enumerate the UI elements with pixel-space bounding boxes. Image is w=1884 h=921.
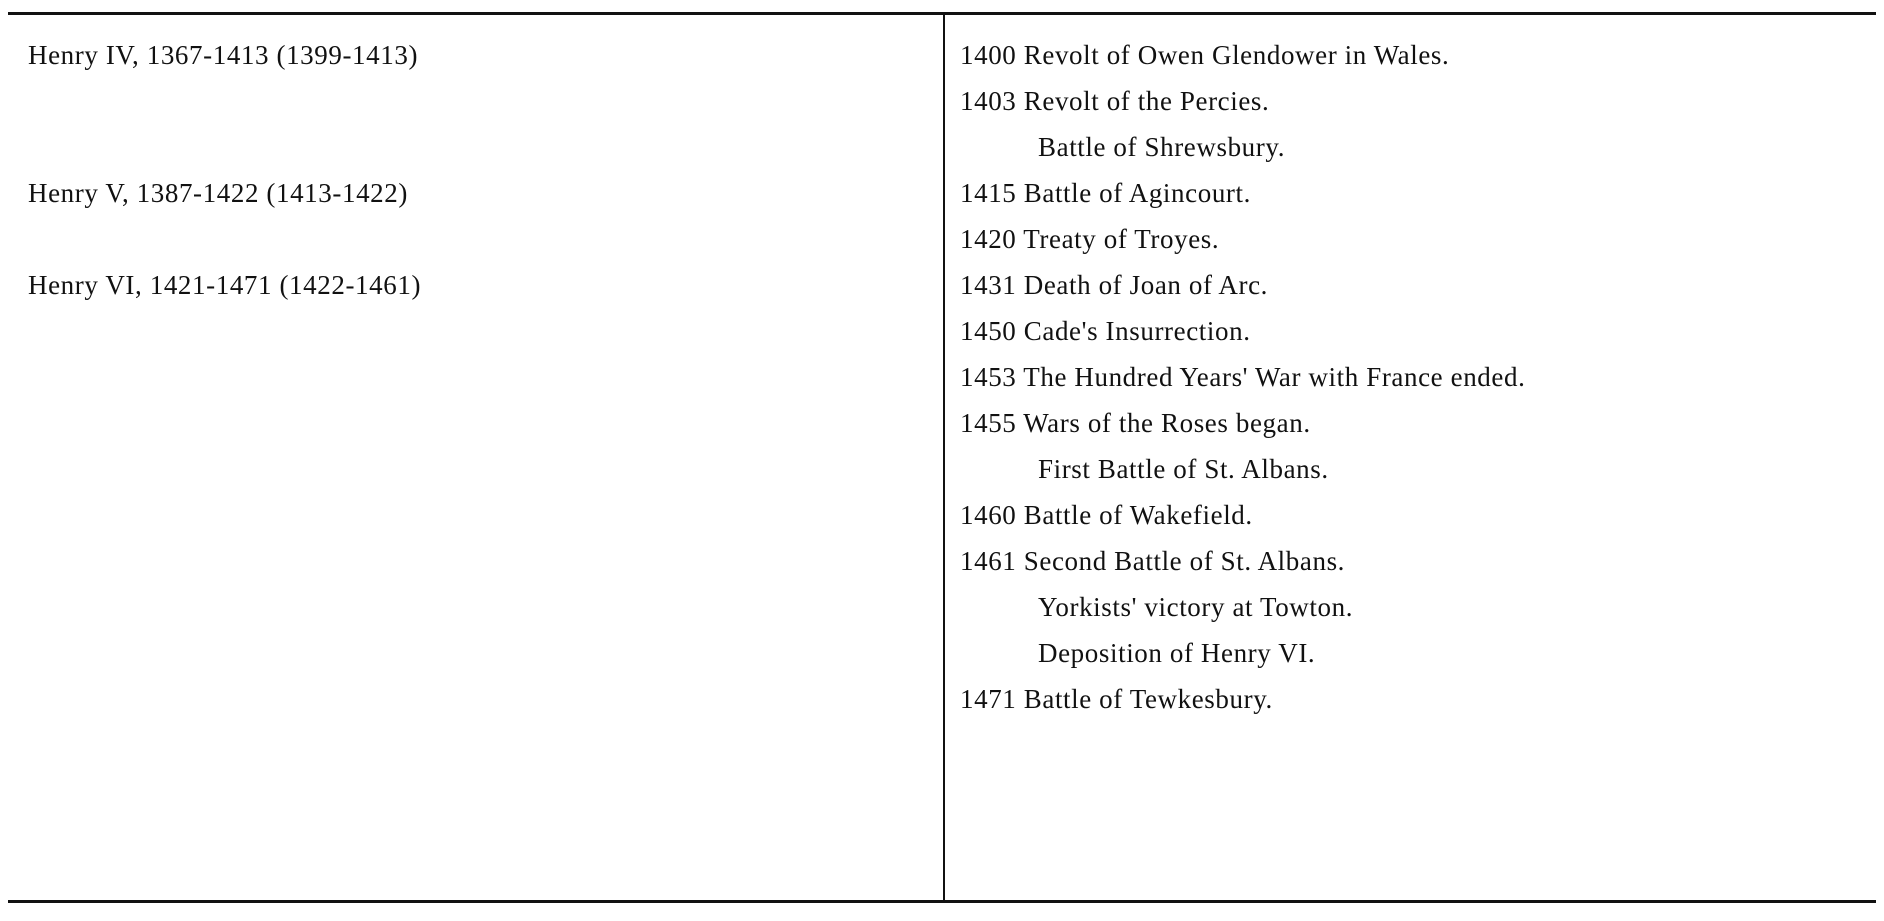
top-rule [8,12,1876,15]
event-1460: 1460 Battle of Wakefield. [960,500,1253,530]
event-1403-cont: Battle of Shrewsbury. [1038,132,1286,162]
event-1400: 1400 Revolt of Owen Glendower in Wales. [960,40,1450,70]
event-1403: 1403 Revolt of the Percies. [960,86,1270,116]
event-1455-cont: First Battle of St. Albans. [1038,454,1329,484]
reign-henry-v: Henry V, 1387-1422 (1413-1422) [28,178,408,208]
reign-henry-iv: Henry IV, 1367-1413 (1399-1413) [28,40,419,70]
event-1461: 1461 Second Battle of St. Albans. [960,546,1346,576]
event-1450: 1450 Cade's Insurrection. [960,316,1251,346]
event-1453: 1453 The Hundred Years' War with France ended. [960,362,1526,392]
bottom-rule [8,900,1876,903]
event-1461-cont-deposition: Deposition of Henry VI. [1038,638,1316,668]
events-column [960,32,1860,722]
spacer [28,216,928,262]
event-1455: 1455 Wars of the Roses began. [960,408,1311,438]
reign-henry-vi: Henry VI, 1421-1471 (1422-1461) [28,270,422,300]
event-1415: 1415 Battle of Agincourt. [960,178,1251,208]
event-1461-cont-towton: Yorkists' victory at Towton. [1038,592,1354,622]
event-1431: 1431 Death of Joan of Arc. [960,270,1269,300]
spacer [28,78,928,124]
reigns-column [28,32,928,308]
spacer [28,124,928,170]
event-1420: 1420 Treaty of Troyes. [960,224,1220,254]
column-divider [943,14,945,901]
event-1471: 1471 Battle of Tewkesbury. [960,684,1273,714]
